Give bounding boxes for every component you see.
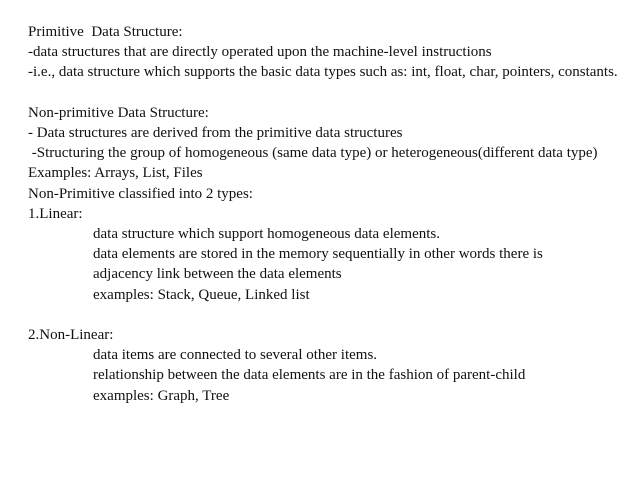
linear-item-3: adjacency link between the data elements bbox=[93, 266, 342, 283]
primitive-line-2: -i.e., data structure which supports the basic data types such as: int, float, char, pointers, constants. bbox=[28, 64, 618, 81]
non-linear-item-2: relationship between the data elements are in the fashion of parent-child bbox=[93, 367, 526, 384]
linear-item-2: data elements are stored in the memory sequentially in other words there is bbox=[93, 246, 543, 263]
slide-text-block bbox=[28, 22, 618, 406]
linear-item-1: data structure which support homogeneous data elements. bbox=[93, 226, 440, 243]
linear-item-4: examples: Stack, Queue, Linked list bbox=[93, 286, 310, 303]
non-primitive-line-2: -Structuring the group of homogeneous (same data type) or heterogeneous(different data type) bbox=[28, 145, 598, 162]
non-linear-heading: 2.Non-Linear: bbox=[28, 327, 114, 344]
non-linear-item-1: data items are connected to several other items. bbox=[93, 347, 378, 364]
non-primitive-examples: Examples: Arrays, List, Files bbox=[28, 165, 203, 182]
non-primitive-heading: Non-primitive Data Structure: bbox=[28, 104, 209, 121]
linear-heading: 1.Linear: bbox=[28, 205, 83, 222]
non-linear-item-3: examples: Graph, Tree bbox=[93, 387, 230, 404]
non-primitive-line-1: - Data structures are derived from the primitive data structures bbox=[28, 125, 403, 141]
spacer bbox=[28, 305, 618, 325]
non-primitive-classified: Non-Primitive classified into 2 types: bbox=[28, 185, 253, 202]
primitive-heading: Primitive Data Structure: bbox=[28, 24, 183, 40]
spacer bbox=[28, 83, 618, 103]
primitive-line-1: -data structures that are directly operated upon the machine-level instructions bbox=[28, 44, 492, 61]
